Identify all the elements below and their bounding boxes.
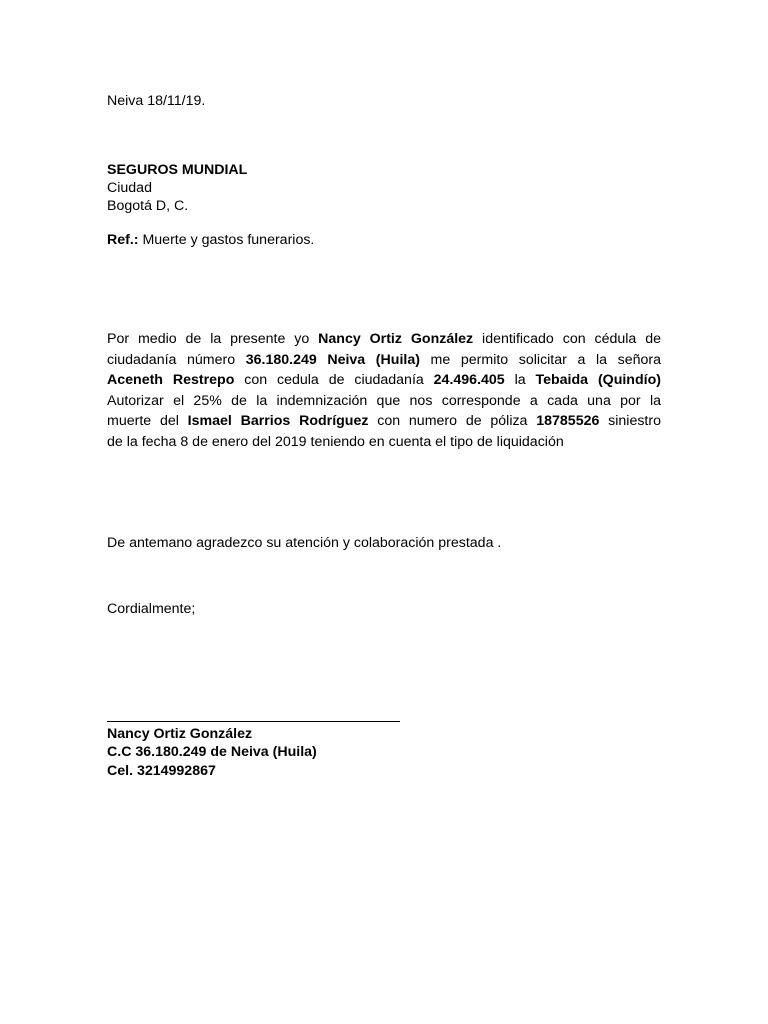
beneficiary-id: 24.496.405 xyxy=(433,372,505,389)
body-line-6: de la fecha 8 de enero del 2019 teniendo en cuenta el tipo de liquidación xyxy=(107,433,564,450)
recipient-company: SEGUROS MUNDIAL xyxy=(107,162,248,178)
sender-name: Nancy Ortiz González xyxy=(318,331,474,347)
body-line-4: Autorizar el 25% de la indemnización que nos corresponde a cada una por la xyxy=(107,392,661,409)
recipient-city-label: Ciudad xyxy=(107,180,152,196)
closing-line: Cordialmente; xyxy=(107,601,196,617)
reference-line xyxy=(107,230,314,251)
body-line-1: Por medio de la presente yo Nancy Ortiz González identificado con cédula de xyxy=(107,331,661,347)
body-line-3: Aceneth Restrepo con cedula de ciudadanía 24.496.405 la Tebaida (Quindío) xyxy=(107,372,661,389)
signature-phone: Cel. 3214992867 xyxy=(107,763,216,779)
signature-line xyxy=(107,721,400,722)
thanks-line: De antemano agradezco su atención y colaboración prestada . xyxy=(107,535,502,551)
reference-label: Ref.: xyxy=(107,232,139,248)
date-line: Neiva 18/11/19. xyxy=(107,93,206,109)
beneficiary-name: Aceneth Restrepo xyxy=(107,372,235,389)
body-line-5: muerte del Ismael Barrios Rodríguez con numero de póliza 18785526 siniestro xyxy=(107,413,661,430)
reference-text: Muerte y gastos funerarios. xyxy=(138,232,315,248)
signature-name: Nancy Ortiz González xyxy=(107,726,253,742)
body-paragraph xyxy=(107,329,661,453)
deceased-name: Ismael Barrios Rodríguez xyxy=(187,413,369,430)
policy-number: 18785526 xyxy=(536,413,600,430)
signature-id: C.C 36.180.249 de Neiva (Huila) xyxy=(107,744,317,760)
recipient-city: Bogotá D, C. xyxy=(107,198,189,214)
body-line-2: ciudadanía número 36.180.249 Neiva (Huila) me permito solicitar a la señora xyxy=(107,351,661,368)
sender-id: 36.180.249 Neiva (Huila) xyxy=(245,351,420,368)
beneficiary-city: Tebaida (Quindío) xyxy=(535,372,661,389)
